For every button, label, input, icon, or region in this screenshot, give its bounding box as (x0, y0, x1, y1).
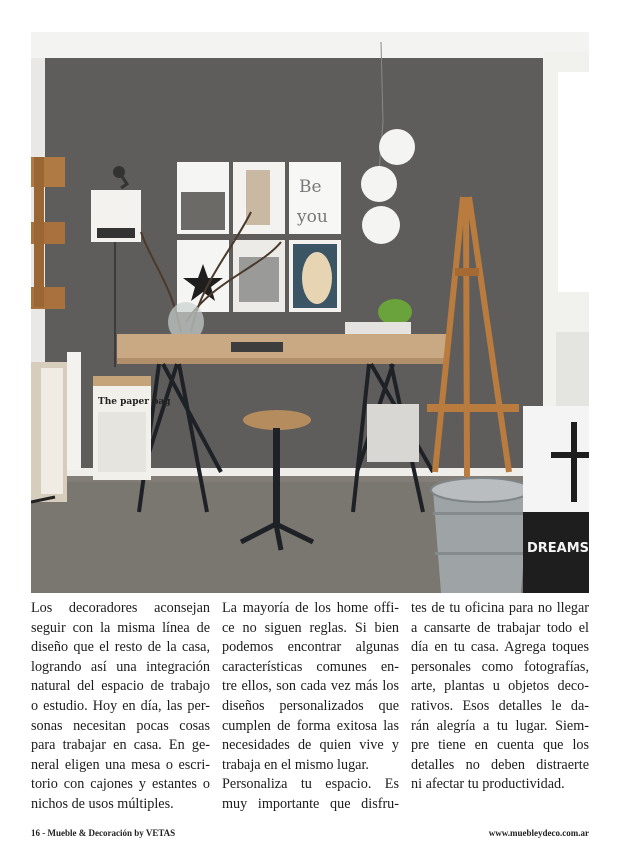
text-line: ni afectar tu productividad. (411, 776, 565, 793)
text-line: tes de tu oficina para no llegar (411, 600, 589, 616)
text-line: para trabajar en casa. En ge- (31, 737, 210, 754)
text-line: cumplen de forma exitosa las (222, 717, 399, 734)
text-line: pre tiene en cuenta que los (411, 737, 589, 754)
text-line: Los decoradores aconsejan (31, 600, 210, 616)
footer-website: www.muebleydeco.com.ar (488, 828, 589, 838)
text-line: detalles no deben distraerte (411, 756, 589, 773)
article-column-2 (222, 599, 399, 815)
text-line: personales como fotografías, (411, 658, 589, 675)
text-line: trabaja en el mismo lugar. (222, 756, 369, 773)
text-line: o estudio. Hoy en día, las per- (31, 697, 210, 714)
be-you-poster-text: Be (299, 177, 322, 197)
dreams-text: DREAMS (527, 541, 589, 556)
home-office-photo (31, 32, 589, 593)
text-line: diseños personalizados que (222, 697, 399, 714)
svg-text:you: you (297, 207, 328, 227)
text-line: La mayoría de los home offi- (222, 600, 399, 616)
footer-page-credit: 16 - Mueble & Decoración by VETAS (31, 828, 176, 838)
text-line: torio con cajones y estantes o (31, 776, 210, 793)
text-line: características comunes en- (222, 658, 399, 675)
text-line: a cansarte de trabajar todo el (411, 619, 589, 636)
text-line: arte, plantas u objetos deco- (411, 678, 589, 695)
paper-bag-text: The paper bag (98, 397, 171, 407)
text-line: necesidades de quien vive y (222, 737, 399, 754)
text-line: logrando así una integración (31, 658, 210, 675)
text-line: ce no siguen reglas. Si bien (222, 619, 399, 636)
text-line: rán alegría a tu lugar. Siem- (411, 717, 589, 734)
text-line: Personaliza tu espacio. Es (222, 776, 399, 793)
text-line: rativos. Esos detalles le da- (411, 697, 589, 714)
text-line: tre ellos, son cada vez más los (222, 678, 399, 695)
text-line: sonas necesitan pocas cosas (31, 717, 210, 734)
text-line: seguir con la misma línea de (31, 619, 210, 636)
text-line: diseño que el resto de la casa, (31, 639, 210, 656)
text-line: neral eligen una mesa o escri- (31, 756, 210, 773)
text-line: podemos encontrar algunas (222, 639, 399, 656)
text-line: muy importante que disfru- (222, 795, 399, 812)
text-line: natural del espacio de trabajo (31, 678, 210, 695)
article-column-1 (31, 599, 210, 815)
article-column-3 (411, 599, 589, 795)
text-line: día en tu casa. Agrega toques (411, 639, 589, 656)
text-line: nichos de usos múltiples. (31, 795, 174, 812)
